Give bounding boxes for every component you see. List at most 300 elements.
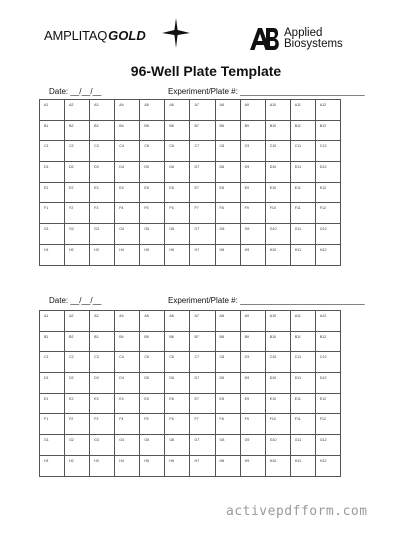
plate-row	[40, 182, 341, 203]
well-cell[interactable]	[240, 162, 265, 183]
well-label: H6	[169, 247, 174, 252]
well-cell[interactable]	[240, 141, 265, 162]
well-cell[interactable]	[140, 141, 165, 162]
well-label: H2	[69, 247, 74, 252]
well-cell[interactable]	[240, 373, 265, 394]
well-cell[interactable]	[165, 373, 190, 394]
well-cell[interactable]	[315, 100, 340, 121]
well-label: F12	[319, 417, 327, 422]
well-cell[interactable]	[65, 352, 90, 373]
plate-row	[40, 244, 341, 265]
well-cell[interactable]	[40, 141, 65, 162]
well-cell[interactable]	[240, 244, 265, 265]
well-label: B4	[119, 334, 124, 339]
well-cell[interactable]	[40, 224, 65, 245]
well-label: C2	[69, 355, 74, 360]
well-label: E4	[119, 185, 124, 190]
well-label: G12	[319, 438, 327, 443]
well-label: B10	[269, 123, 277, 128]
well-label: C4	[119, 355, 124, 360]
well-cell[interactable]	[140, 162, 165, 183]
well-label: H7	[194, 247, 200, 252]
well-cell[interactable]	[315, 373, 340, 394]
well-cell[interactable]	[90, 224, 115, 245]
well-cell[interactable]	[165, 331, 190, 352]
well-cell[interactable]	[215, 455, 240, 476]
well-cell[interactable]	[165, 435, 190, 456]
well-cell[interactable]	[290, 311, 315, 332]
plate-row	[40, 120, 341, 141]
well-cell[interactable]	[40, 244, 65, 265]
well-cell[interactable]	[265, 244, 290, 265]
well-label: F1	[44, 206, 49, 211]
well-cell[interactable]	[115, 162, 140, 183]
well-cell[interactable]	[190, 455, 215, 476]
well-label: G5	[144, 438, 150, 443]
well-cell[interactable]	[215, 120, 240, 141]
well-cell[interactable]	[165, 455, 190, 476]
well-cell[interactable]	[165, 100, 190, 121]
experiment-plate-field-1[interactable]: Experiment/Plate #: ____________________________	[168, 87, 365, 96]
well-label: D4	[119, 165, 124, 170]
well-cell[interactable]	[290, 162, 315, 183]
well-cell[interactable]	[65, 141, 90, 162]
well-cell[interactable]	[315, 435, 340, 456]
well-cell[interactable]	[240, 414, 265, 435]
well-cell[interactable]	[140, 224, 165, 245]
well-cell[interactable]	[290, 244, 315, 265]
well-cell[interactable]	[215, 100, 240, 121]
plate-row	[40, 224, 341, 245]
well-label: G4	[119, 227, 125, 232]
well-label: B9	[244, 334, 250, 339]
well-cell[interactable]	[90, 331, 115, 352]
plate-row	[40, 414, 341, 435]
well-cell[interactable]	[265, 352, 290, 373]
well-cell[interactable]	[215, 352, 240, 373]
well-label: G10	[269, 227, 277, 232]
well-cell[interactable]	[190, 224, 215, 245]
well-cell[interactable]	[115, 311, 140, 332]
well-cell[interactable]	[215, 182, 240, 203]
well-cell[interactable]	[215, 373, 240, 394]
well-cell[interactable]	[215, 311, 240, 332]
well-cell[interactable]	[215, 393, 240, 414]
well-label: A12	[319, 314, 327, 318]
well-cell[interactable]	[165, 203, 190, 224]
well-cell[interactable]	[265, 373, 290, 394]
well-cell[interactable]	[140, 331, 165, 352]
well-label: E2	[69, 396, 74, 401]
well-cell[interactable]	[140, 120, 165, 141]
well-label: F8	[219, 417, 224, 422]
well-cell[interactable]	[165, 311, 190, 332]
well-label: H8	[219, 247, 225, 252]
well-cell[interactable]	[315, 224, 340, 245]
well-cell[interactable]	[265, 331, 290, 352]
well-cell[interactable]	[115, 244, 140, 265]
well-cell[interactable]	[65, 224, 90, 245]
well-label: C5	[144, 355, 149, 360]
well-label: A4	[119, 314, 124, 318]
well-cell[interactable]	[265, 120, 290, 141]
well-label: C8	[219, 355, 225, 360]
well-cell[interactable]	[140, 100, 165, 121]
well-label: G11	[294, 227, 302, 232]
well-label: F8	[219, 206, 224, 211]
well-cell[interactable]	[215, 414, 240, 435]
well-cell[interactable]	[265, 141, 290, 162]
well-cell[interactable]	[215, 224, 240, 245]
well-cell[interactable]	[265, 100, 290, 121]
well-cell[interactable]	[265, 393, 290, 414]
well-cell[interactable]	[165, 352, 190, 373]
well-label: C9	[244, 355, 250, 360]
well-cell[interactable]	[115, 455, 140, 476]
well-label: C11	[294, 355, 302, 360]
well-label: H11	[294, 458, 302, 463]
well-cell[interactable]	[115, 224, 140, 245]
well-cell[interactable]	[290, 352, 315, 373]
well-cell[interactable]	[140, 414, 165, 435]
well-label: F9	[244, 417, 249, 422]
well-cell[interactable]	[40, 393, 65, 414]
well-cell[interactable]	[65, 455, 90, 476]
well-label: B10	[269, 334, 277, 339]
well-label: F5	[144, 417, 149, 422]
well-cell[interactable]	[140, 244, 165, 265]
well-cell[interactable]	[165, 162, 190, 183]
well-label: F1	[44, 417, 49, 422]
well-label: F7	[194, 206, 199, 211]
well-label: C7	[194, 144, 200, 149]
well-cell[interactable]	[40, 435, 65, 456]
well-cell[interactable]	[40, 352, 65, 373]
well-label: G4	[119, 438, 125, 443]
well-label: A1	[44, 103, 49, 107]
well-cell[interactable]	[215, 435, 240, 456]
well-label: D10	[269, 165, 277, 170]
plate-row	[40, 311, 341, 332]
well-cell[interactable]	[40, 373, 65, 394]
well-cell[interactable]	[265, 182, 290, 203]
well-cell[interactable]	[265, 455, 290, 476]
well-cell[interactable]	[315, 393, 340, 414]
well-label: F11	[294, 206, 301, 211]
well-cell[interactable]	[90, 182, 115, 203]
well-cell[interactable]	[290, 414, 315, 435]
well-cell[interactable]	[140, 182, 165, 203]
well-cell[interactable]	[315, 182, 340, 203]
well-cell[interactable]	[190, 311, 215, 332]
well-label: B2	[69, 334, 74, 339]
experiment-plate-field-2[interactable]: Experiment/Plate #: ____________________________	[168, 296, 365, 305]
well-cell[interactable]	[40, 455, 65, 476]
well-cell[interactable]	[240, 100, 265, 121]
well-cell[interactable]	[265, 224, 290, 245]
well-label: G10	[269, 438, 277, 443]
well-label: F11	[294, 417, 301, 422]
well-cell[interactable]	[265, 311, 290, 332]
well-label: D1	[44, 376, 49, 381]
well-cell[interactable]	[315, 311, 340, 332]
well-cell[interactable]	[240, 435, 265, 456]
well-cell[interactable]	[90, 311, 115, 332]
well-cell[interactable]	[140, 373, 165, 394]
well-label: C11	[294, 144, 302, 149]
well-cell[interactable]	[115, 393, 140, 414]
well-cell[interactable]	[240, 224, 265, 245]
well-cell[interactable]	[65, 182, 90, 203]
well-cell[interactable]	[190, 100, 215, 121]
well-label: H5	[144, 458, 149, 463]
well-cell[interactable]	[115, 203, 140, 224]
well-cell[interactable]	[115, 414, 140, 435]
well-cell[interactable]	[315, 203, 340, 224]
well-cell[interactable]	[140, 393, 165, 414]
well-cell[interactable]	[65, 331, 90, 352]
well-label: A3	[94, 314, 99, 318]
well-cell[interactable]	[190, 373, 215, 394]
well-label: A5	[144, 103, 149, 107]
well-cell[interactable]	[90, 100, 115, 121]
well-cell[interactable]	[65, 414, 90, 435]
well-label: F6	[169, 417, 174, 422]
well-cell[interactable]	[315, 120, 340, 141]
well-cell[interactable]	[215, 203, 240, 224]
well-cell[interactable]	[115, 352, 140, 373]
well-cell[interactable]	[90, 120, 115, 141]
well-cell[interactable]	[140, 435, 165, 456]
plate-row	[40, 141, 341, 162]
well-cell[interactable]	[315, 244, 340, 265]
well-cell[interactable]	[190, 352, 215, 373]
well-cell[interactable]	[115, 435, 140, 456]
well-cell[interactable]	[115, 141, 140, 162]
well-label: D2	[69, 165, 74, 170]
well-cell[interactable]	[65, 435, 90, 456]
date-field-2[interactable]: Date: __/__/__	[49, 296, 102, 305]
well-cell[interactable]	[190, 414, 215, 435]
well-cell[interactable]	[65, 100, 90, 121]
well-label: E3	[94, 185, 99, 190]
well-cell[interactable]	[190, 244, 215, 265]
well-cell[interactable]	[90, 244, 115, 265]
well-cell[interactable]	[90, 352, 115, 373]
well-cell[interactable]	[40, 182, 65, 203]
well-label: G5	[144, 227, 150, 232]
well-cell[interactable]	[190, 331, 215, 352]
well-cell[interactable]	[240, 203, 265, 224]
well-cell[interactable]	[240, 182, 265, 203]
well-label: E8	[219, 396, 224, 401]
well-label: D12	[319, 376, 327, 381]
well-cell[interactable]	[90, 162, 115, 183]
well-label: E6	[169, 185, 174, 190]
well-cell[interactable]	[165, 224, 190, 245]
well-cell[interactable]	[315, 455, 340, 476]
well-cell[interactable]	[140, 203, 165, 224]
well-cell[interactable]	[40, 331, 65, 352]
well-cell[interactable]	[290, 435, 315, 456]
well-cell[interactable]	[140, 455, 165, 476]
well-label: D8	[219, 376, 225, 381]
well-cell[interactable]	[290, 455, 315, 476]
well-cell[interactable]	[215, 331, 240, 352]
well-label: E8	[219, 185, 224, 190]
well-cell[interactable]	[140, 352, 165, 373]
well-label: D2	[69, 376, 74, 381]
well-cell[interactable]	[240, 455, 265, 476]
well-label: C10	[269, 355, 277, 360]
well-label: A5	[144, 314, 149, 318]
well-cell[interactable]	[190, 203, 215, 224]
well-cell[interactable]	[40, 162, 65, 183]
well-label: F4	[119, 417, 124, 422]
well-cell[interactable]	[215, 244, 240, 265]
well-cell[interactable]	[40, 100, 65, 121]
well-cell[interactable]	[90, 141, 115, 162]
well-cell[interactable]	[290, 331, 315, 352]
well-label: C4	[119, 144, 124, 149]
well-cell[interactable]	[190, 141, 215, 162]
well-cell[interactable]	[190, 162, 215, 183]
well-cell[interactable]	[290, 141, 315, 162]
well-cell[interactable]	[65, 311, 90, 332]
well-label: A3	[94, 103, 99, 107]
well-cell[interactable]	[265, 435, 290, 456]
well-cell[interactable]	[240, 311, 265, 332]
well-label: A9	[244, 314, 250, 318]
well-cell[interactable]	[215, 162, 240, 183]
well-label: E12	[319, 396, 327, 401]
well-label: B5	[144, 334, 149, 339]
well-label: G2	[69, 227, 74, 232]
well-cell[interactable]	[265, 162, 290, 183]
well-cell[interactable]	[190, 120, 215, 141]
well-cell[interactable]	[265, 203, 290, 224]
well-cell[interactable]	[315, 331, 340, 352]
well-cell[interactable]	[240, 352, 265, 373]
well-cell[interactable]	[65, 393, 90, 414]
well-cell[interactable]	[315, 141, 340, 162]
well-cell[interactable]	[315, 162, 340, 183]
well-cell[interactable]	[65, 162, 90, 183]
well-cell[interactable]	[90, 393, 115, 414]
well-label: D1	[44, 165, 49, 170]
well-cell[interactable]	[65, 120, 90, 141]
well-label: G3	[94, 227, 99, 232]
well-label: H7	[194, 458, 200, 463]
well-cell[interactable]	[315, 414, 340, 435]
well-label: C6	[169, 144, 174, 149]
well-label: B6	[169, 123, 174, 128]
well-label: G12	[319, 227, 327, 232]
well-label: A10	[269, 103, 277, 107]
well-cell[interactable]	[240, 120, 265, 141]
well-cell[interactable]	[115, 100, 140, 121]
well-cell[interactable]	[290, 224, 315, 245]
well-label: B7	[194, 334, 199, 339]
well-cell[interactable]	[165, 414, 190, 435]
well-label: A7	[194, 103, 199, 107]
well-cell[interactable]	[40, 414, 65, 435]
well-cell[interactable]	[165, 244, 190, 265]
date-field-1[interactable]: Date: __/__/__	[49, 87, 102, 96]
well-label: A6	[169, 314, 174, 318]
well-cell[interactable]	[115, 120, 140, 141]
well-cell[interactable]	[40, 120, 65, 141]
well-label: E2	[69, 185, 74, 190]
well-label: A1	[44, 314, 49, 318]
well-cell[interactable]	[315, 352, 340, 373]
well-cell[interactable]	[90, 373, 115, 394]
well-label: A6	[169, 103, 174, 107]
well-cell[interactable]	[190, 393, 215, 414]
well-cell[interactable]	[290, 100, 315, 121]
well-label: F10	[269, 206, 276, 211]
well-cell[interactable]	[165, 141, 190, 162]
well-label: B12	[319, 123, 327, 128]
well-label: C10	[269, 144, 277, 149]
well-cell[interactable]	[240, 331, 265, 352]
well-cell[interactable]	[115, 182, 140, 203]
well-cell[interactable]	[240, 393, 265, 414]
well-cell[interactable]	[115, 373, 140, 394]
well-plate-grid-2	[39, 310, 341, 477]
well-cell[interactable]	[90, 203, 115, 224]
well-label: B5	[144, 123, 149, 128]
well-cell[interactable]	[90, 414, 115, 435]
well-cell[interactable]	[140, 311, 165, 332]
well-cell[interactable]	[290, 120, 315, 141]
well-cell[interactable]	[65, 203, 90, 224]
well-cell[interactable]	[40, 311, 65, 332]
well-label: H11	[294, 247, 302, 252]
plate-row	[40, 331, 341, 352]
well-cell[interactable]	[165, 393, 190, 414]
well-cell[interactable]	[290, 393, 315, 414]
well-label: C3	[94, 144, 99, 149]
well-cell[interactable]	[165, 182, 190, 203]
well-cell[interactable]	[190, 182, 215, 203]
well-cell[interactable]	[265, 414, 290, 435]
well-cell[interactable]	[215, 141, 240, 162]
amplitaq-gold-logo	[44, 28, 146, 43]
well-label: A2	[69, 314, 74, 318]
well-cell[interactable]	[290, 182, 315, 203]
well-cell[interactable]	[65, 244, 90, 265]
ab-wordmark	[284, 28, 343, 50]
well-label: H10	[269, 458, 277, 463]
well-cell[interactable]	[90, 455, 115, 476]
well-cell[interactable]	[115, 331, 140, 352]
well-cell[interactable]	[90, 435, 115, 456]
well-label: E7	[194, 185, 199, 190]
well-cell[interactable]	[190, 435, 215, 456]
well-label: H12	[319, 247, 327, 252]
well-cell[interactable]	[290, 373, 315, 394]
well-cell[interactable]	[40, 203, 65, 224]
well-label: A11	[294, 103, 301, 107]
well-label: H5	[144, 247, 149, 252]
well-cell[interactable]	[65, 373, 90, 394]
well-cell[interactable]	[165, 120, 190, 141]
well-label: F6	[169, 206, 174, 211]
well-label: F2	[69, 417, 74, 422]
well-cell[interactable]	[290, 203, 315, 224]
well-label: D5	[144, 376, 149, 381]
